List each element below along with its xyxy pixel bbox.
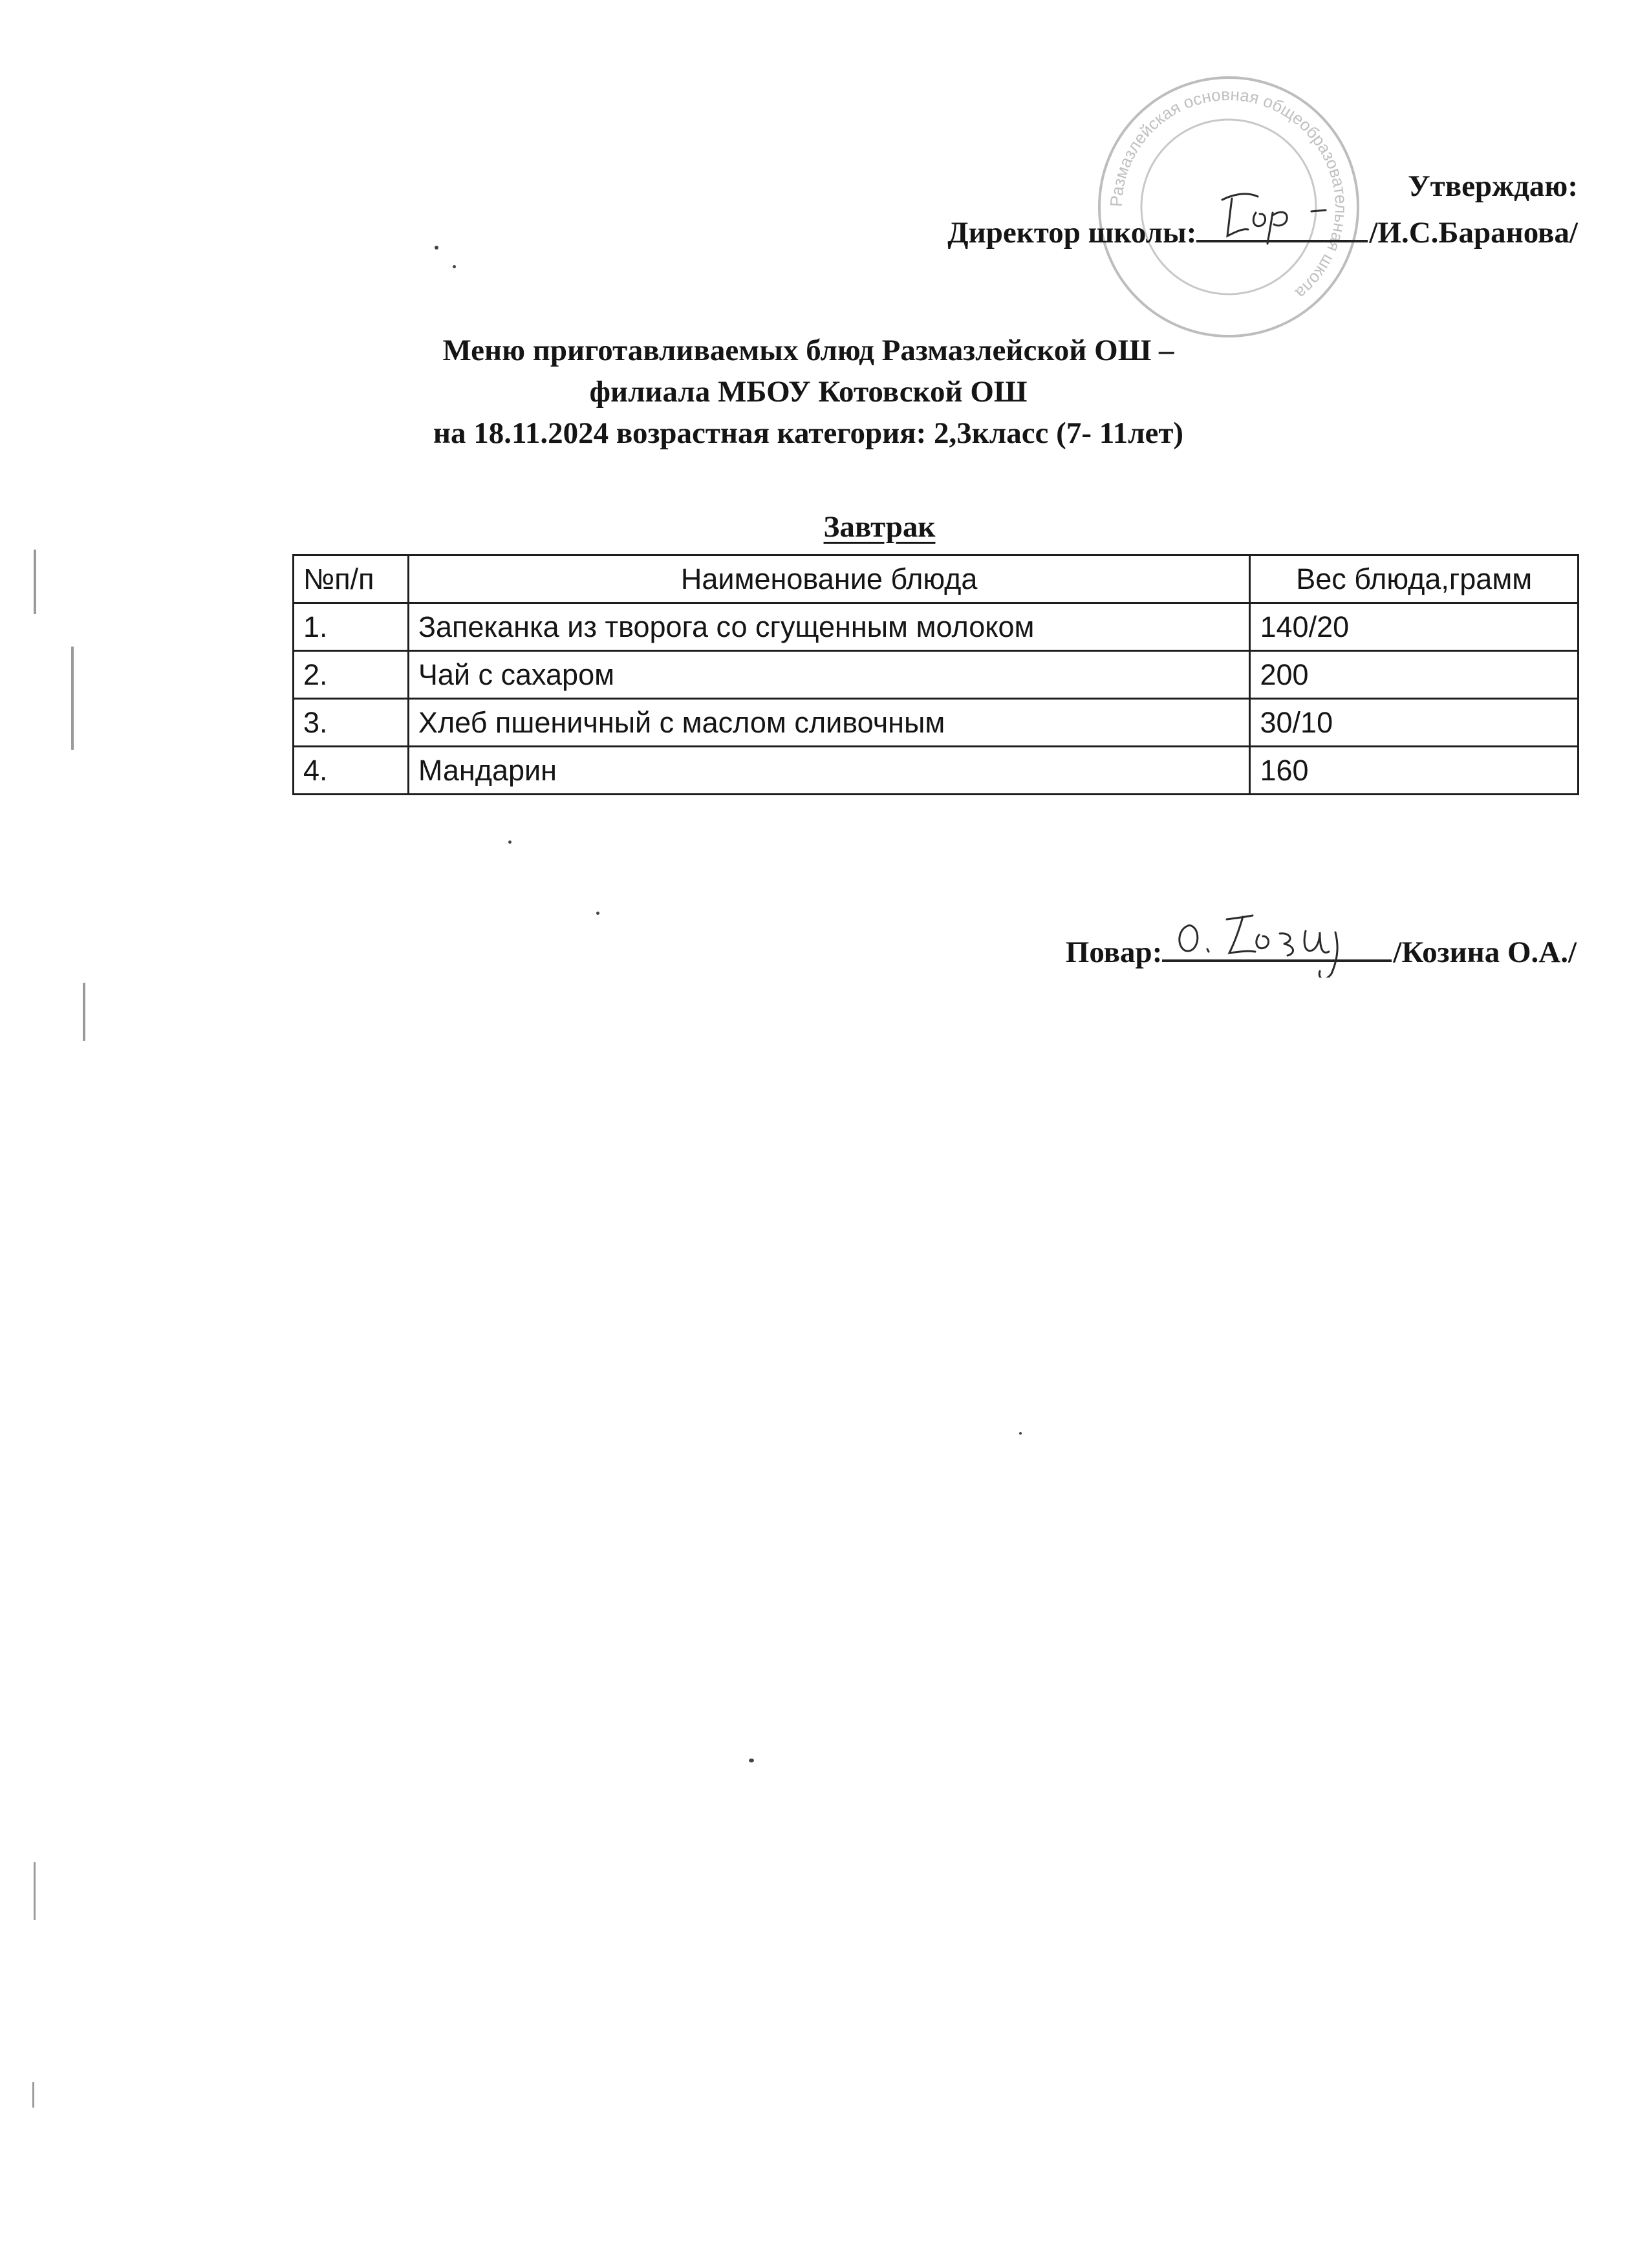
scan-speck — [1019, 1432, 1022, 1435]
row-dish: Чай с сахаром — [408, 651, 1250, 699]
row-number: 2. — [294, 651, 409, 699]
row-dish: Запеканка из творога со сгущенным молоком — [408, 603, 1250, 651]
table-row — [294, 651, 1579, 699]
cook-signature — [1162, 893, 1392, 978]
row-number: 3. — [294, 699, 409, 747]
scan-edge-mark — [34, 550, 36, 614]
page-title — [259, 330, 1358, 454]
meal-heading: Завтрак — [823, 510, 936, 544]
approval-block — [947, 163, 1578, 256]
row-dish: Мандарин — [408, 747, 1250, 795]
row-number: 1. — [294, 603, 409, 651]
column-header-number: №п/п — [294, 555, 409, 603]
scan-edge-mark — [71, 647, 74, 750]
row-weight: 30/10 — [1250, 699, 1579, 747]
row-weight: 200 — [1250, 651, 1579, 699]
scan-speck — [453, 265, 456, 268]
table-row — [294, 699, 1579, 747]
table-header-row — [294, 555, 1579, 603]
menu-table — [292, 554, 1579, 795]
column-header-weight: Вес блюда,грамм — [1250, 555, 1579, 603]
stamp-text: Размазлейская основная общеобразовательная школа — [1106, 84, 1352, 303]
cook-signature-block — [1066, 931, 1577, 970]
scan-edge-mark — [83, 983, 85, 1041]
row-number: 4. — [294, 747, 409, 795]
director-name: /И.С.Баранова/ — [1369, 216, 1578, 250]
title-line-1: Меню приготавливаемых блюд Размазлейской ОШ – — [442, 334, 1174, 367]
row-dish: Хлеб пшеничный с маслом сливочным — [408, 699, 1250, 747]
scan-speck — [596, 912, 599, 915]
title-line-3: на 18.11.2024 возрастная категория: 2,3класс (7- 11лет) — [433, 416, 1184, 450]
director-line — [947, 209, 1578, 256]
row-weight: 160 — [1250, 747, 1579, 795]
approve-label: Утверждаю: — [1408, 169, 1578, 203]
row-weight: 140/20 — [1250, 603, 1579, 651]
cook-name: /Козина О.А./ — [1393, 936, 1577, 969]
title-line-2: филиала МБОУ Котовской ОШ — [589, 375, 1028, 409]
director-label: Директор школы: — [947, 216, 1197, 250]
scan-speck — [435, 246, 438, 250]
scan-edge-mark — [32, 2082, 34, 2108]
director-signature-line — [1196, 211, 1368, 242]
table-row — [294, 603, 1579, 651]
table-row — [294, 747, 1579, 795]
cook-label: Повар: — [1065, 936, 1163, 969]
column-header-dish: Наименование блюда — [408, 555, 1250, 603]
scan-speck — [508, 840, 512, 844]
scan-speck — [749, 1759, 754, 1762]
scan-edge-mark — [34, 1862, 36, 1920]
cook-signature-line — [1162, 931, 1392, 962]
